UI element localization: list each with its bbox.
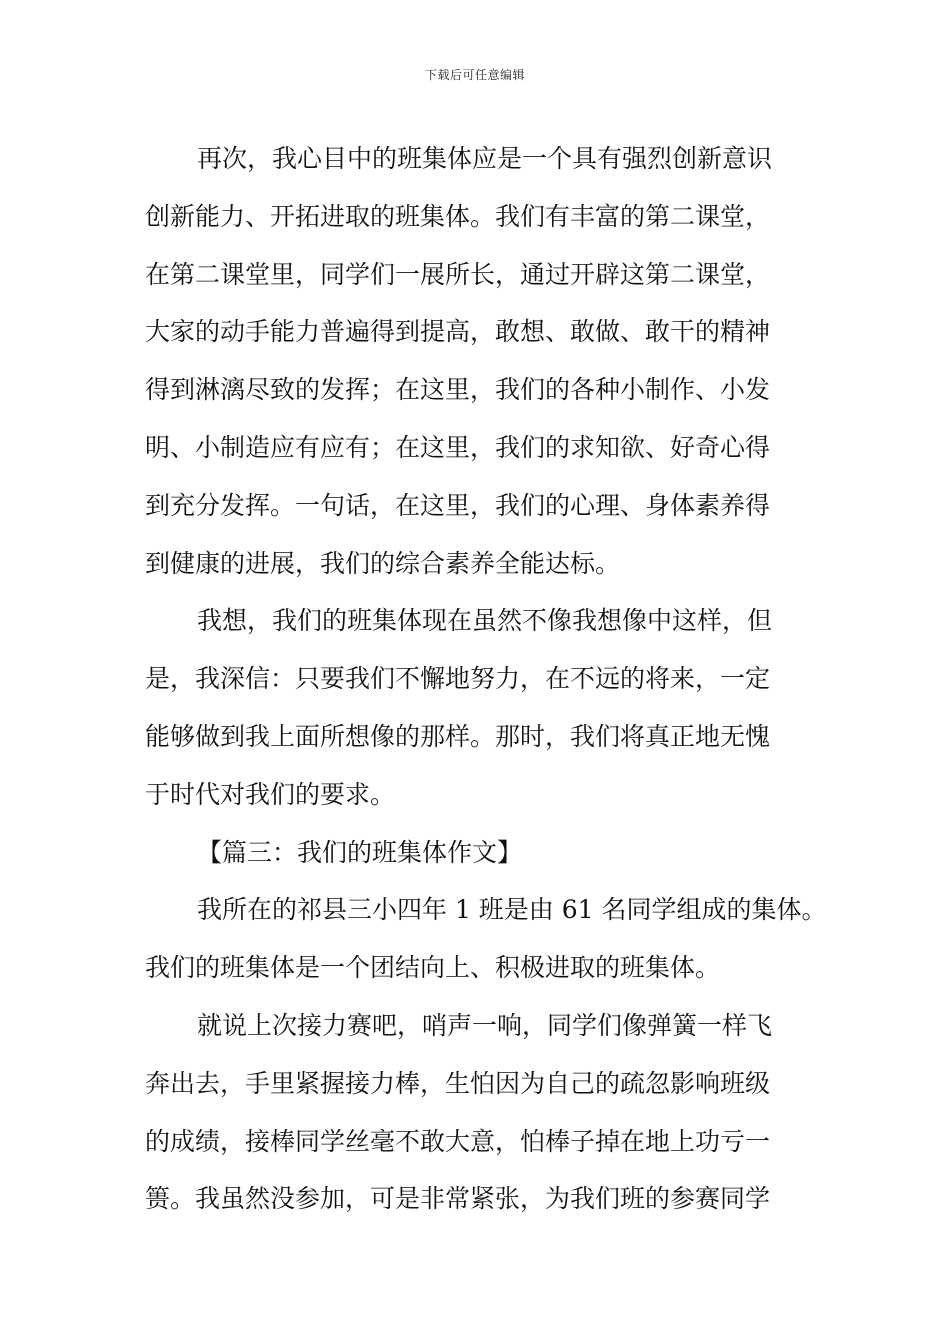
paragraph-line: 到健康的进展，我们的综合素养全能达标。 xyxy=(145,548,621,578)
paragraph-line: 明、小制造应有应有；在这里，我们的求知欲、好奇心得 xyxy=(145,432,771,462)
paragraph-line: 再次，我心目中的班集体应是一个具有强烈创新意识 xyxy=(197,144,773,173)
paragraph-line: 是，我深信：只要我们不懈地努力，在不远的将来，一定 xyxy=(145,664,771,694)
paragraph-line: 能够做到我上面所想像的那样。那时，我们将真正地无愧 xyxy=(145,721,771,751)
paragraph-line: 得到淋漓尽致的发挥；在这里，我们的各种小制作、小发 xyxy=(145,375,771,405)
paragraph-line: 就说上次接力赛吧，哨声一响，同学们像弹簧一样飞 xyxy=(197,1010,773,1040)
document-body xyxy=(145,130,827,1228)
paragraph-line: 我们的班集体是一个团结向上、积极进取的班集体。 xyxy=(145,953,721,983)
page-header: 下载后可任意编辑 xyxy=(424,68,525,82)
paragraph-line: 我所在的祁县三小四年 1 班是由 61 名同学组成的集体。 xyxy=(197,895,827,925)
paragraph-line: 大家的动手能力普遍得到提高，敢想、敢做、敢干的精神 xyxy=(145,317,771,347)
paragraph-line: 我想，我们的班集体现在虽然不像我想像中这样，但 xyxy=(197,606,773,636)
paragraph-line: 于时代对我们的要求。 xyxy=(145,779,396,809)
paragraph-line: 在第二课堂里，同学们一展所长，通过开辟这第二课堂， xyxy=(145,259,771,289)
section-heading: 【篇三：我们的班集体作文】 xyxy=(197,837,523,867)
paragraph-line: 到充分发挥。一句话，在这里，我们的心理、身体素养得 xyxy=(145,490,771,520)
paragraph-line: 创新能力、开拓进取的班集体。我们有丰富的第二课堂， xyxy=(145,201,771,231)
paragraph-line: 的成绩，接棒同学丝毫不敢大意，怕棒子掉在地上功亏一 xyxy=(145,1126,771,1156)
paragraph-line: 篑。我虽然没参加，可是非常紧张，为我们班的参赛同学 xyxy=(145,1184,771,1214)
paragraph-line: 奔出去，手里紧握接力棒，生怕因为自己的疏忽影响班级 xyxy=(145,1068,771,1098)
